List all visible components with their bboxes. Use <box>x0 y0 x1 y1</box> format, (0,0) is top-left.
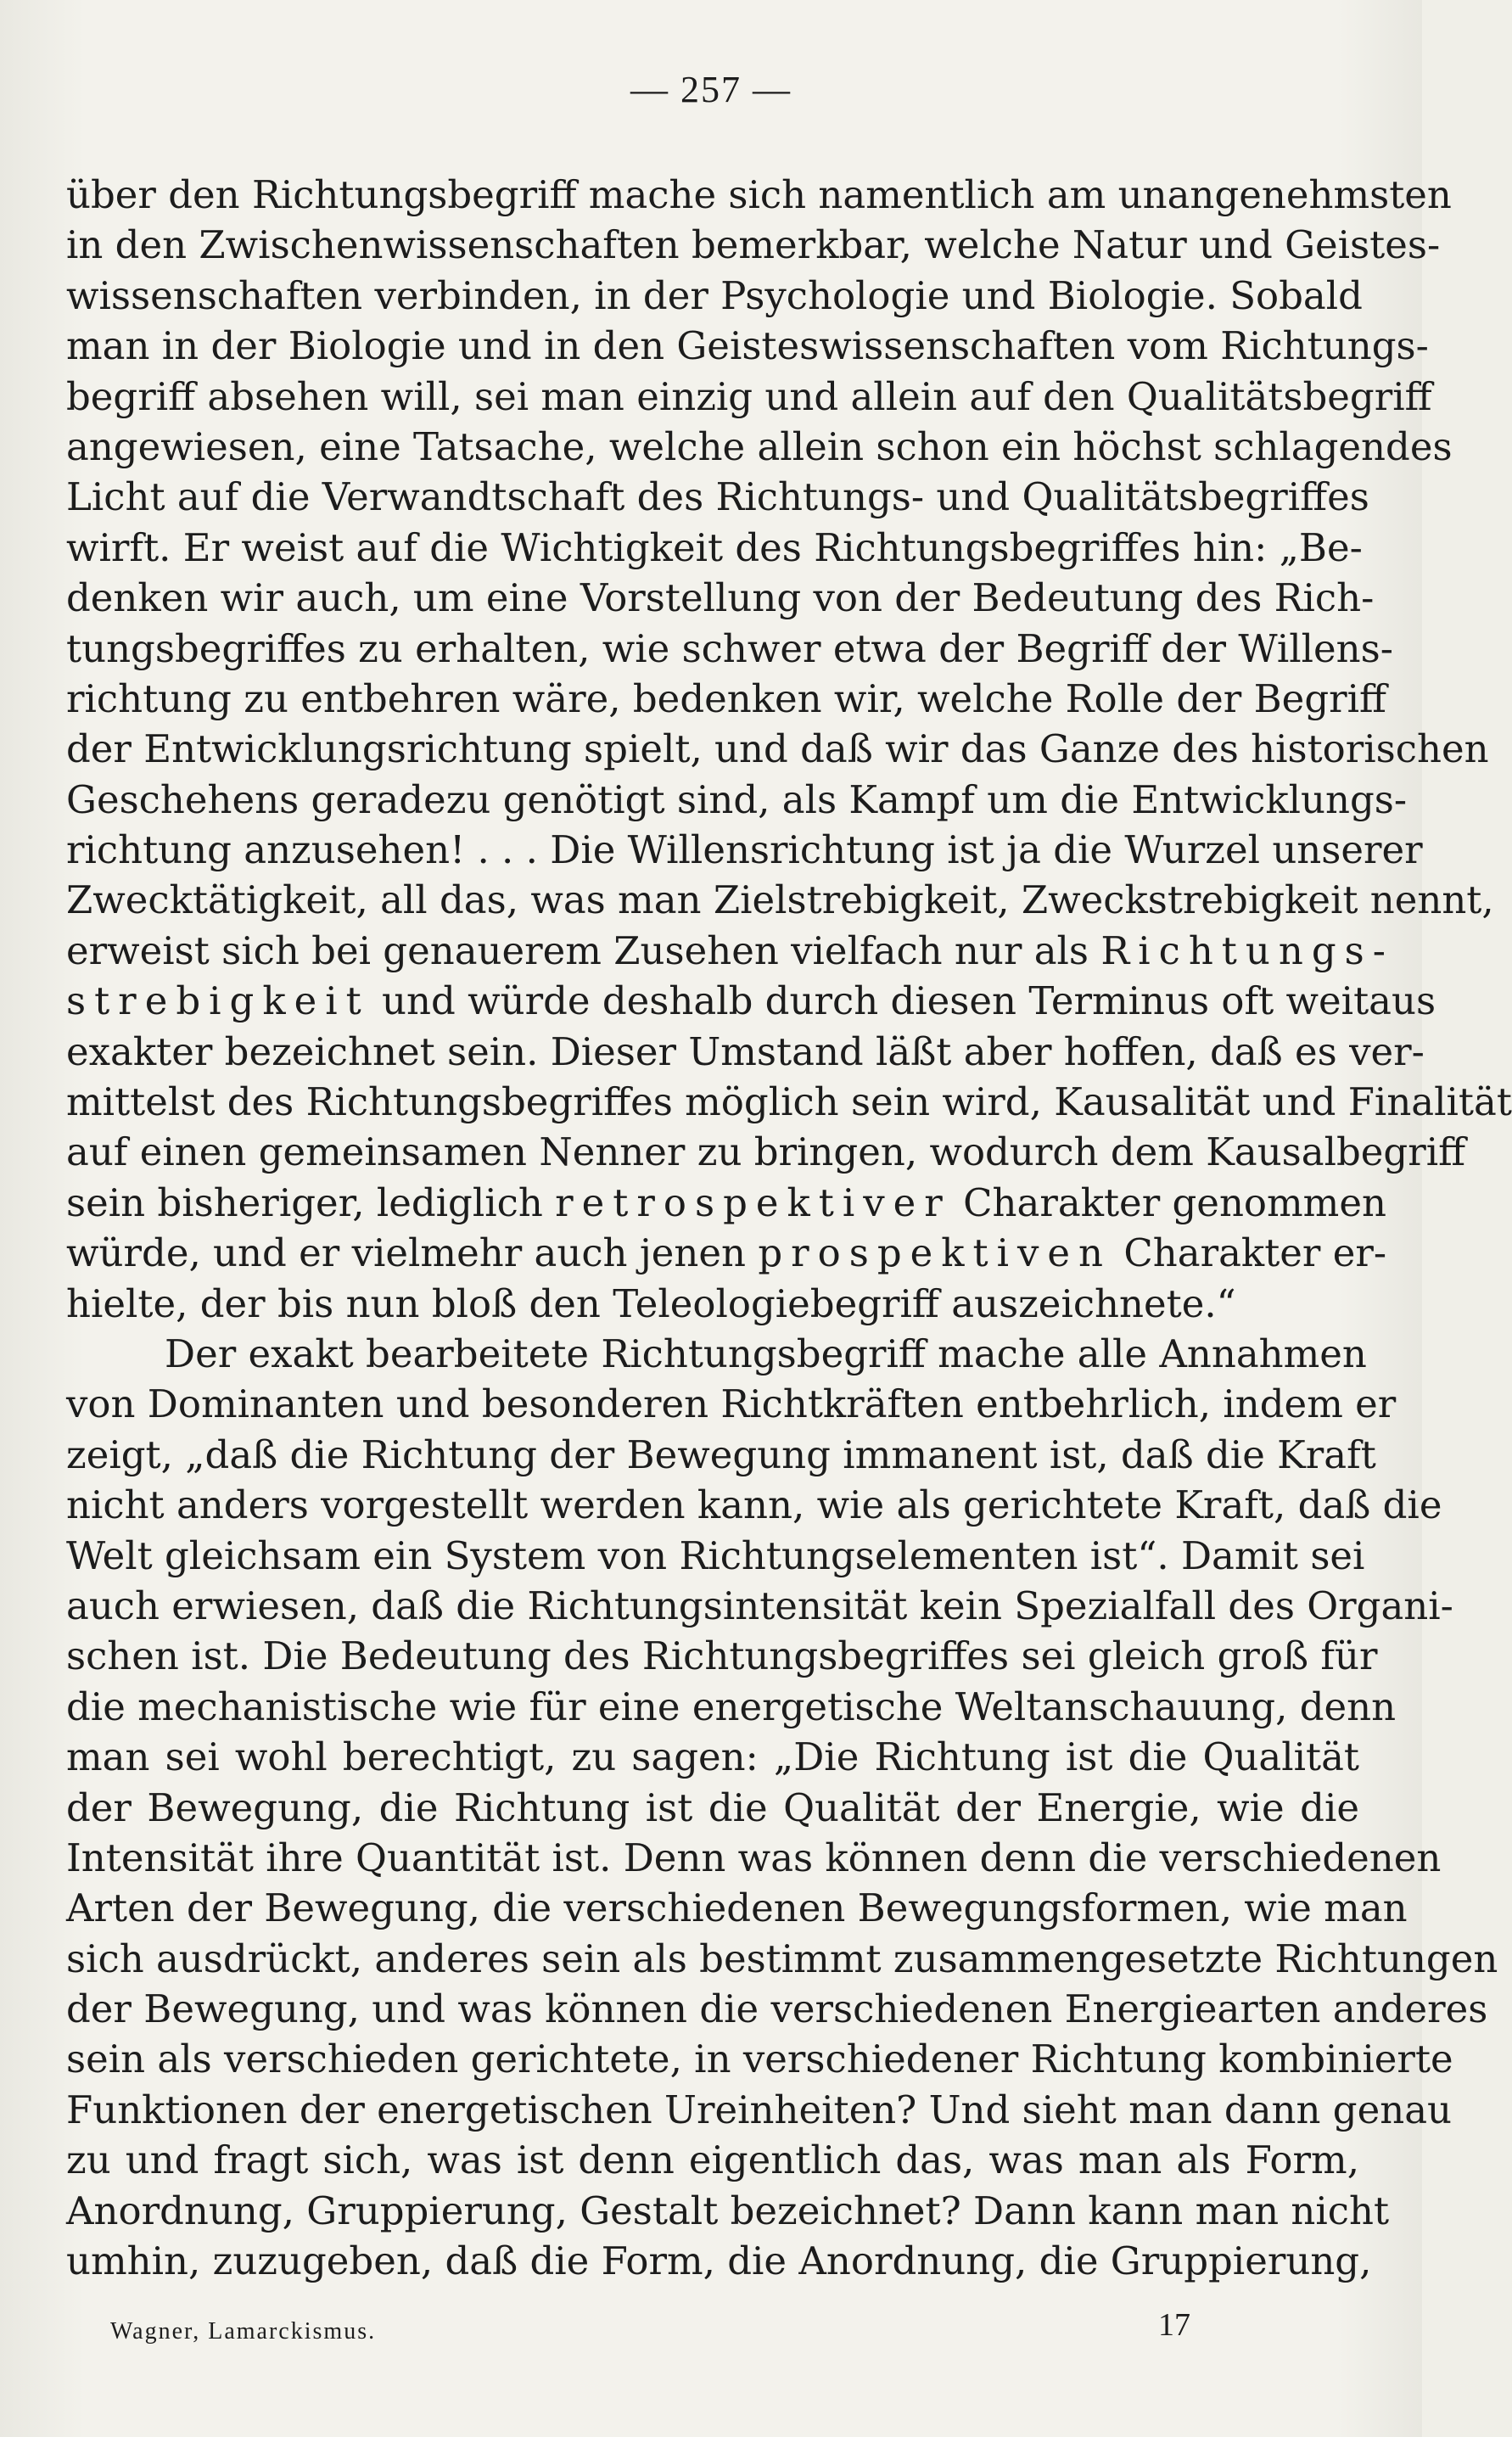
text-line: die mechanistische wie für eine energetische Weltanschauung, denn <box>66 1683 1397 1729</box>
text-line: tungsbegriffes zu erhalten, wie schwer etwa der Begriff der Willens- <box>66 625 1393 671</box>
text-line: Licht auf die Verwandtschaft des Richtungs- und Qualitätsbegriffes <box>66 474 1369 520</box>
text-line: Welt gleichsam ein System von Richtungselementen ist“. Damit sei <box>66 1532 1365 1578</box>
text-line: richtung anzusehen! . . . Die Willensrichtung ist ja die Wurzel unserer <box>66 827 1423 873</box>
text-fragment: würde, und er vielmehr auch jenen <box>66 1230 746 1276</box>
text-fragment: Charakter genommen <box>963 1179 1386 1225</box>
emphasized-term: prospektiven <box>758 1230 1112 1276</box>
text-line: Der exakt bearbeitete Richtungsbegriff mache alle Annahmen <box>165 1331 1367 1376</box>
emphasized-term: retrospektiver <box>555 1179 951 1225</box>
text-line: man in der Biologie und in den Geisteswissenschaften vom Richtungs- <box>66 323 1429 369</box>
text-line <box>66 976 1436 1026</box>
text-line: der Entwicklungsrichtung spielt, und daß wir das Ganze des historischen <box>66 726 1489 772</box>
text-line: auf einen gemeinsamen Nenner zu bringen, wodurch dem Kausalbegriff <box>66 1129 1466 1175</box>
text-line: man sei wohl berechtigt, zu sagen: „Die Richtung ist die Qualität <box>66 1734 1359 1780</box>
text-line: der Bewegung, und was können die verschiedenen Energiearten anderes <box>66 1986 1488 2032</box>
text-line: Intensität ihre Quantität ist. Denn was können denn die verschiedenen <box>66 1835 1442 1880</box>
emphasized-term: Richtungs- <box>1100 927 1394 973</box>
text-line: exakter bezeichnet sein. Dieser Umstand läßt aber hoffen, daß es ver- <box>66 1028 1425 1074</box>
text-fragment: und würde deshalb durch diesen Terminus oft weitaus <box>382 978 1436 1024</box>
page-number: — 257 — <box>630 69 792 110</box>
text-fragment: erweist sich bei genauerem Zusehen vielfach nur als <box>66 927 1089 973</box>
emphasized-term: strebigkeit <box>66 978 370 1024</box>
body-text <box>66 170 1512 2286</box>
text-line <box>66 926 1394 976</box>
text-line: begriff absehen will, sei man einzig und allein auf den Qualitätsbegriff <box>66 373 1432 419</box>
printer-signature: Wagner, Lamarckismus. <box>110 2318 377 2345</box>
text-line: umhin, zuzugeben, daß die Form, die Anordnung, die Gruppierung, <box>66 2238 1372 2284</box>
text-line: mittelst des Richtungsbegriffes möglich sein wird, Kausalität und Finalität <box>66 1079 1512 1125</box>
text-line: wissenschaften verbinden, in der Psychologie und Biologie. Sobald <box>66 272 1363 318</box>
text-line: angewiesen, eine Tatsache, welche allein schon ein höchst schlagendes <box>66 423 1453 469</box>
text-line: hielte, der bis nun bloß den Teleologiebegriff auszeichnete.“ <box>66 1280 1236 1326</box>
text-line: Geschehens geradezu genötigt sind, als Kampf um die Entwicklungs- <box>66 776 1408 822</box>
page-footer <box>110 2306 1358 2357</box>
sheet-number: 17 <box>1158 2307 1190 2343</box>
text-line: Zwecktätigkeit, all das, was man Zielstrebigkeit, Zweckstrebigkeit nennt, <box>66 877 1494 923</box>
text-line: der Bewegung, die Richtung ist die Qualität der Energie, wie die <box>66 1784 1359 1830</box>
text-line: in den Zwischenwissenschaften bemerkbar, welche Natur und Geistes- <box>66 222 1441 268</box>
text-line: nicht anders vorgestellt werden kann, wie als gerichtete Kraft, daß die <box>66 1482 1442 1528</box>
text-line: Anordnung, Gruppierung, Gestalt bezeichnet? Dann kann man nicht <box>66 2188 1390 2233</box>
text-line: richtung zu entbehren wäre, bedenken wir, welche Rolle der Begriff <box>66 675 1386 721</box>
text-line: sich ausdrückt, anderes sein als bestimmt zusammengesetzte Richtungen <box>66 1936 1498 1981</box>
text-line: wirft. Er weist auf die Wichtigkeit des Richtungsbegriffes hin: „Be- <box>66 524 1363 570</box>
text-fragment: sein bisheriger, lediglich <box>66 1179 543 1225</box>
text-line <box>66 1228 1387 1278</box>
text-line: sein als verschieden gerichtete, in verschiedener Richtung kombinierte <box>66 2036 1453 2082</box>
text-line: über den Richtungsbegriff mache sich namentlich am unangenehmsten <box>66 172 1452 217</box>
text-line: von Dominanten und besonderen Richtkräften entbehrlich, indem er <box>66 1381 1397 1427</box>
text-line: Funktionen der energetischen Ureinheiten? Und sieht man dann genau <box>66 2087 1453 2132</box>
text-line: denken wir auch, um eine Vorstellung von der Bedeutung des Rich- <box>66 575 1375 621</box>
text-line <box>66 1178 1386 1228</box>
text-line: zu und fragt sich, was ist denn eigentlich das, was man als Form, <box>66 2137 1359 2183</box>
text-line: Arten der Bewegung, die verschiedenen Bewegungsformen, wie man <box>66 1885 1408 1931</box>
text-line: auch erwiesen, daß die Richtungsintensität kein Spezialfall des Organi- <box>66 1583 1453 1628</box>
text-fragment: Charakter er- <box>1123 1230 1387 1276</box>
text-line: schen ist. Die Bedeutung des Richtungsbegriffes sei gleich groß für <box>66 1633 1378 1679</box>
text-line: zeigt, „daß die Richtung der Bewegung immanent ist, daß die Kraft <box>66 1431 1376 1477</box>
